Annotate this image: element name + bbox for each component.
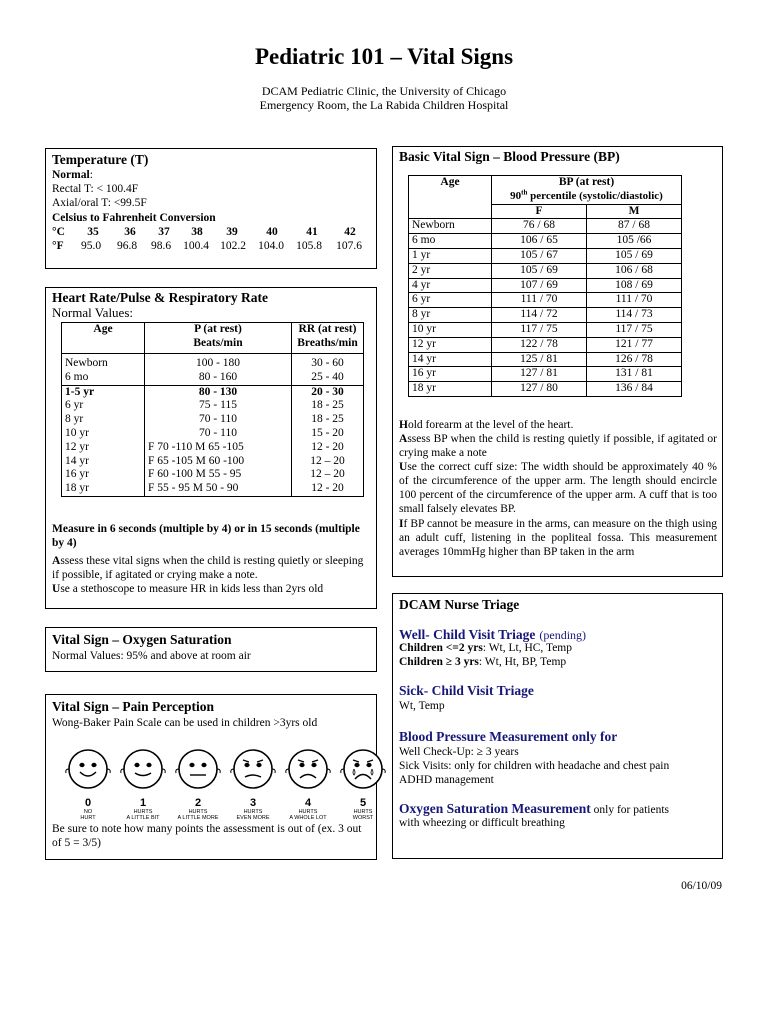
cell-rr: 12 – 20 bbox=[292, 455, 364, 469]
bp-col-f: F bbox=[492, 204, 587, 219]
face-caption-1: HURTS bbox=[298, 809, 318, 815]
pain-note: Be sure to note how many points the assessment is out of (ex. 3 out of 5 = 3/5) bbox=[52, 823, 362, 849]
face-caption-1: HURTS bbox=[133, 809, 153, 815]
celsius-value: 39 bbox=[226, 226, 238, 238]
pain-face-0 bbox=[60, 747, 116, 821]
bp-cell-m: 105 / 69 bbox=[586, 248, 681, 263]
face-icon bbox=[229, 747, 277, 791]
table-row bbox=[62, 427, 364, 441]
table-row bbox=[409, 234, 682, 249]
sick-child-heading: Sick- Child Visit Triage bbox=[399, 683, 534, 698]
cell-p: 100 - 180 bbox=[145, 354, 292, 371]
bp-cell-age: 1 yr bbox=[409, 248, 492, 263]
oxygen-measurement-line-2: with wheezing or difficult breathing bbox=[399, 817, 565, 829]
fahrenheit-value: 102.2 bbox=[220, 240, 246, 252]
bp-cell-f: 114 / 72 bbox=[492, 308, 587, 323]
table-row bbox=[409, 293, 682, 308]
bp-measurement-line-3: ADHD management bbox=[399, 774, 494, 786]
face-number: 5 bbox=[359, 797, 367, 809]
blood-pressure-box bbox=[392, 146, 723, 577]
fahrenheit-value: 98.6 bbox=[150, 240, 172, 252]
bp-col-bp: BP (at rest) bbox=[492, 176, 682, 190]
face-icon bbox=[174, 747, 222, 791]
cell-rr: 12 - 20 bbox=[292, 441, 364, 455]
bp-instruction-4: If BP cannot be measure in the arms, can measure on the thigh using an adult cuff, listening in the popliteal fossa. This measurement averages 10mmHg higher than BP taken in the arm bbox=[399, 518, 717, 558]
bp-cell-age: 12 yr bbox=[409, 337, 492, 352]
cell-rr: 18 - 25 bbox=[292, 413, 364, 427]
bp-instruction-1: Hold forearm at the level of the heart. bbox=[399, 419, 574, 431]
cell-p: 80 - 130 bbox=[145, 385, 292, 399]
table-row bbox=[62, 354, 364, 371]
face-icon bbox=[284, 747, 332, 791]
bp-cell-f: 105 / 67 bbox=[492, 248, 587, 263]
well-child-line-2: Children ≥ 3 yrs: Wt, Ht, BP, Temp bbox=[399, 656, 567, 668]
face-caption-1: HURTS bbox=[243, 809, 263, 815]
face-caption-2: EVEN MORE bbox=[236, 815, 270, 821]
heart-rate-box bbox=[45, 287, 377, 609]
wong-baker-scale bbox=[60, 747, 380, 823]
bp-instruction-3: Use the correct cuff size: The width should be approximately 40 % of the circumference of the upper arm. The length should encircle 100 percent of the circumference of the upper arm. A cuff that is too small falsely elevates BP. bbox=[399, 461, 717, 515]
cell-rr: 20 - 30 bbox=[292, 385, 364, 399]
fahrenheit-value: 107.6 bbox=[336, 240, 362, 252]
face-icon bbox=[119, 747, 167, 791]
fahrenheit-value: 95.0 bbox=[80, 240, 102, 252]
bp-cell-f: 111 / 70 bbox=[492, 293, 587, 308]
axial-temp: Axial/oral T: <99.5F bbox=[52, 197, 147, 209]
celsius-row bbox=[46, 225, 378, 239]
sick-child-text: Wt, Temp bbox=[399, 700, 445, 712]
bp-cell-m: 131 / 81 bbox=[586, 367, 681, 382]
subtitle-clinic: DCAM Pediatric Clinic, the University of Chicago bbox=[261, 84, 507, 98]
pain-face-4 bbox=[280, 747, 336, 821]
rectal-temp: Rectal T: < 100.4F bbox=[52, 183, 139, 195]
face-caption-2: HURT bbox=[80, 815, 96, 821]
bp-cell-age: 2 yr bbox=[409, 263, 492, 278]
pain-face-3 bbox=[225, 747, 281, 821]
temperature-heading: Temperature (T) bbox=[52, 152, 149, 167]
face-caption-2: A WHOLE LOT bbox=[289, 815, 327, 821]
bp-cell-age: Newborn bbox=[409, 219, 492, 234]
cell-age: 1-5 yr bbox=[62, 385, 145, 399]
cell-age: 6 mo bbox=[62, 371, 145, 385]
bp-cell-m: 126 / 78 bbox=[586, 352, 681, 367]
pain-face-1 bbox=[115, 747, 171, 821]
pain-heading: Vital Sign – Pain Perception bbox=[52, 699, 214, 714]
face-caption-2: A LITTLE BIT bbox=[126, 815, 160, 821]
table-row bbox=[62, 482, 364, 496]
oxygen-measurement-line: Oxygen Saturation Measurement only for patients bbox=[399, 801, 669, 816]
footer-date: 06/10/09 bbox=[681, 880, 722, 892]
face-icon bbox=[64, 747, 112, 791]
face-caption-1: HURTS bbox=[188, 809, 208, 815]
bp-cell-f: 127 / 80 bbox=[492, 382, 587, 397]
cell-rr: 12 – 20 bbox=[292, 468, 364, 482]
fahrenheit-value: 96.8 bbox=[116, 240, 138, 252]
table-row bbox=[409, 278, 682, 293]
bp-cell-age: 6 yr bbox=[409, 293, 492, 308]
face-number: 2 bbox=[194, 797, 202, 809]
table-row bbox=[409, 352, 682, 367]
bp-cell-age: 6 mo bbox=[409, 234, 492, 249]
face-number: 3 bbox=[249, 797, 257, 809]
cell-p: 80 - 160 bbox=[145, 371, 292, 385]
pain-face-2 bbox=[170, 747, 226, 821]
celsius-value: 36 bbox=[124, 226, 136, 238]
cell-age: 18 yr bbox=[62, 482, 145, 496]
bp-cell-age: 16 yr bbox=[409, 367, 492, 382]
celsius-value: 38 bbox=[191, 226, 203, 238]
bp-cell-age: 4 yr bbox=[409, 278, 492, 293]
cell-rr: 25 - 40 bbox=[292, 371, 364, 385]
page-title: Pediatric 101 – Vital Signs bbox=[254, 44, 514, 69]
face-number: 0 bbox=[84, 797, 92, 809]
celsius-value: 35 bbox=[87, 226, 99, 238]
pain-box bbox=[45, 694, 377, 860]
well-child-line-1: Children <=2 yrs: Wt, Lt, HC, Temp bbox=[399, 642, 572, 654]
bp-cell-f: 107 / 69 bbox=[492, 278, 587, 293]
bp-cell-m: 111 / 70 bbox=[586, 293, 681, 308]
cell-p: F 55 - 95 M 50 - 90 bbox=[145, 482, 292, 496]
cell-age: 6 yr bbox=[62, 399, 145, 413]
bp-cell-m: 114 / 73 bbox=[586, 308, 681, 323]
subtitle-hospital: Emergency Room, the La Rabida Children Hospital bbox=[259, 98, 509, 112]
cell-age: 16 yr bbox=[62, 468, 145, 482]
oxygen-box bbox=[45, 627, 377, 672]
table-row bbox=[62, 385, 364, 399]
bp-cell-age: 10 yr bbox=[409, 322, 492, 337]
fahrenheit-value: 104.0 bbox=[258, 240, 284, 252]
table-row bbox=[409, 382, 682, 397]
triage-heading: DCAM Nurse Triage bbox=[399, 597, 520, 612]
fahrenheit-value: 105.8 bbox=[296, 240, 322, 252]
heart-rate-heading: Heart Rate/Pulse & Respiratory Rate bbox=[52, 290, 268, 305]
bp-cell-m: 117 / 75 bbox=[586, 322, 681, 337]
cell-age: 8 yr bbox=[62, 413, 145, 427]
cell-p: 75 - 115 bbox=[145, 399, 292, 413]
cell-age: Newborn bbox=[62, 354, 145, 371]
bp-heading: Basic Vital Sign – Blood Pressure (BP) bbox=[399, 149, 620, 164]
face-number: 4 bbox=[304, 797, 312, 809]
fahrenheit-row bbox=[46, 239, 378, 253]
bp-instruction-2: Assess BP when the child is resting quietly if possible, if agitated or crying make a note bbox=[399, 433, 717, 459]
cell-age: 12 yr bbox=[62, 441, 145, 455]
bp-cell-age: 8 yr bbox=[409, 308, 492, 323]
pain-scale-text: Wong-Baker Pain Scale can be used in children >3yrs old bbox=[52, 717, 318, 729]
celsius-value: 37 bbox=[158, 226, 170, 238]
celsius-value: 42 bbox=[344, 226, 356, 238]
table-row bbox=[62, 441, 364, 455]
cell-age: 10 yr bbox=[62, 427, 145, 441]
bp-cell-f: 122 / 78 bbox=[492, 337, 587, 352]
cell-rr: 30 - 60 bbox=[292, 354, 364, 371]
cell-rr: 18 - 25 bbox=[292, 399, 364, 413]
table-row bbox=[409, 263, 682, 278]
table-row bbox=[409, 367, 682, 382]
celsius-value: 40 bbox=[266, 226, 278, 238]
bp-cell-f: 127 / 81 bbox=[492, 367, 587, 382]
bp-cell-m: 106 / 68 bbox=[586, 263, 681, 278]
cell-p: F 60 -100 M 55 - 95 bbox=[145, 468, 292, 482]
bp-cell-f: 125 / 81 bbox=[492, 352, 587, 367]
cell-p: 70 - 110 bbox=[145, 427, 292, 441]
col-age: Age bbox=[62, 323, 145, 354]
bp-cell-m: 121 / 77 bbox=[586, 337, 681, 352]
bp-cell-f: 76 / 68 bbox=[492, 219, 587, 234]
bp-cell-f: 106 / 65 bbox=[492, 234, 587, 249]
face-caption-1: NO bbox=[83, 809, 93, 815]
conversion-heading: Celsius to Fahrenheit Conversion bbox=[52, 212, 216, 224]
cell-rr: 15 - 20 bbox=[292, 427, 364, 441]
bp-cell-f: 105 / 69 bbox=[492, 263, 587, 278]
oxygen-heading: Vital Sign – Oxygen Saturation bbox=[52, 632, 232, 647]
bp-col-percentile: 90th percentile (systolic/diastolic) bbox=[492, 190, 682, 204]
table-row bbox=[62, 455, 364, 469]
cell-p: F 70 -110 M 65 -105 bbox=[145, 441, 292, 455]
measure-instruction: Measure in 6 seconds (multiple by 4) or in 15 seconds (multiple by 4) bbox=[52, 523, 360, 549]
bp-cell-f: 117 / 75 bbox=[492, 322, 587, 337]
face-caption-1: HURTS bbox=[353, 809, 373, 815]
bp-measurement-heading: Blood Pressure Measurement only for bbox=[399, 729, 618, 744]
table-row bbox=[62, 399, 364, 413]
bp-table bbox=[408, 175, 682, 397]
table-row bbox=[62, 371, 364, 385]
cell-p: F 65 -105 M 60 -100 bbox=[145, 455, 292, 469]
fahrenheit-label: °F bbox=[52, 240, 64, 252]
bp-cell-m: 108 / 69 bbox=[586, 278, 681, 293]
normal-label: Normal bbox=[52, 169, 90, 181]
cell-age: 14 yr bbox=[62, 455, 145, 469]
bp-col-age: Age bbox=[409, 176, 492, 219]
bp-measurement-line-2: Sick Visits: only for children with headache and chest pain bbox=[399, 760, 670, 772]
cell-rr: 12 - 20 bbox=[292, 482, 364, 496]
bp-cell-m: 87 / 68 bbox=[586, 219, 681, 234]
table-row bbox=[409, 322, 682, 337]
normal-values-label: Normal Values: bbox=[52, 305, 133, 320]
bp-cell-m: 105 /66 bbox=[586, 234, 681, 249]
bp-cell-age: 18 yr bbox=[409, 382, 492, 397]
table-row bbox=[409, 308, 682, 323]
triage-box bbox=[392, 593, 723, 859]
celsius-label: °C bbox=[52, 226, 65, 238]
face-number: 1 bbox=[139, 797, 147, 809]
bp-measurement-line-1: Well Check-Up: ≥ 3 years bbox=[399, 746, 519, 758]
face-icon bbox=[339, 747, 387, 791]
temperature-box: Temperature (T) Normal: Rectal T: < 100.4F Axial/oral T: <99.5F Celsius to Fahrenheit Conversion °C °F 35 36 37 38 39 40 41 42 95.0 96.8 98.6 100.4 102.2 104.0 105.8 107.6 bbox=[45, 148, 377, 269]
bp-cell-age: 14 yr bbox=[409, 352, 492, 367]
bp-col-m: M bbox=[586, 204, 681, 219]
bp-cell-m: 136 / 84 bbox=[586, 382, 681, 397]
oxygen-normal: Normal Values: 95% and above at room air bbox=[52, 650, 251, 662]
stethoscope-note: Use a stethoscope to measure HR in kids less than 2yrs old bbox=[52, 583, 324, 595]
table-row bbox=[62, 413, 364, 427]
celsius-value: 41 bbox=[306, 226, 318, 238]
face-caption-2: WORST bbox=[352, 815, 374, 821]
well-child-heading: Well- Child Visit Triage (pending) bbox=[399, 627, 587, 642]
cell-p: 70 - 110 bbox=[145, 413, 292, 427]
table-row bbox=[409, 248, 682, 263]
fahrenheit-value: 100.4 bbox=[183, 240, 209, 252]
heart-rate-table bbox=[61, 322, 364, 497]
col-pulse: P (at rest) Beats/min bbox=[145, 323, 292, 354]
face-caption-2: A LITTLE MORE bbox=[177, 815, 219, 821]
pain-face-5 bbox=[335, 747, 391, 821]
table-row bbox=[62, 468, 364, 482]
table-row bbox=[409, 219, 682, 234]
assess-note: Assess these vital signs when the child is resting quietly or sleeping if possible, if agitated or crying make a note. bbox=[52, 555, 364, 581]
col-resp: RR (at rest) Breaths/min bbox=[292, 323, 364, 354]
table-row bbox=[409, 337, 682, 352]
